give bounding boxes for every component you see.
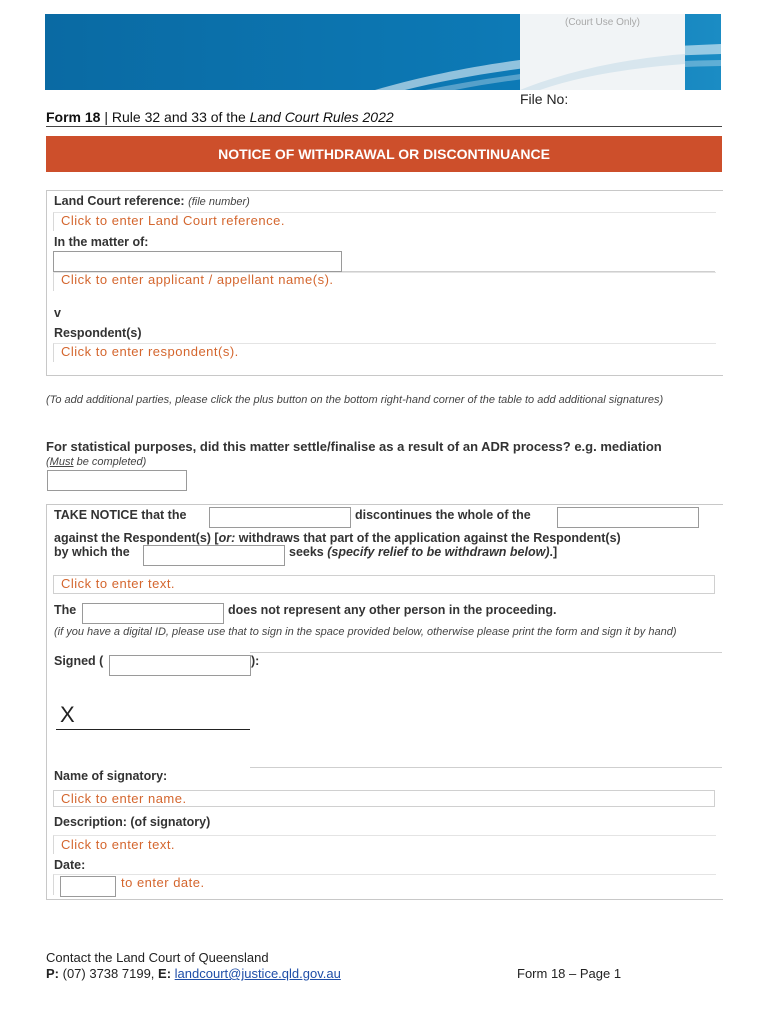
adr-answer-field[interactable] (47, 470, 187, 491)
must-word: Must (49, 456, 74, 468)
adr-question: For statistical purposes, did this matter settle/finalise as a result of an ADR process? e.g. mediation (46, 439, 662, 454)
specify-note: (specify relief to be withdrawn below) (327, 545, 550, 559)
phone-number: (07) 3738 7199, (59, 966, 159, 981)
additional-parties-note: (To add additional parties, please click the plus button on the bottom right-hand corner of the table to add additional signatures) (46, 394, 664, 406)
form-title (46, 109, 394, 125)
versus-label: v (54, 306, 61, 320)
digital-id-note: (if you have a digital ID, please use that to sign in the space provided below, otherwise please print the form and sign it by hand) (54, 626, 677, 638)
court-use-swoosh (520, 14, 685, 90)
representative-field[interactable] (82, 603, 224, 624)
title-rule (46, 126, 722, 127)
name-placeholder: Click to enter name. (61, 791, 187, 806)
matter-field[interactable] (53, 251, 342, 272)
description-label: Description: (of signatory) (54, 815, 211, 829)
not-represent-label: does not represent any other person in the proceeding. (228, 603, 557, 617)
take-notice-label: TAKE NOTICE that the (54, 508, 187, 522)
or-word: or: (218, 531, 236, 545)
applicant-role-field[interactable] (143, 545, 285, 566)
date-placeholder: to enter date. (121, 875, 205, 890)
relief-placeholder: Click to enter text. (61, 576, 176, 591)
file-no-label: File No: (520, 91, 569, 107)
description-placeholder: Click to enter text. (61, 837, 176, 852)
notice-title: NOTICE OF WITHDRAWAL OR DISCONTINUANCE (46, 136, 722, 172)
footer-phone-email (46, 966, 341, 981)
form-rule: | Rule 32 and 33 of the (100, 109, 250, 125)
signed-label: Signed ( (54, 654, 104, 668)
signed-divider (250, 652, 722, 653)
date-picker-field[interactable] (60, 876, 116, 897)
signed-capacity-field[interactable] (109, 655, 251, 676)
name-label: Name of signatory: (54, 769, 168, 783)
footer-contact: Contact the Land Court of Queensland (46, 950, 269, 965)
reference-hint: (file number) (188, 196, 250, 208)
seeks-label: seeks (specify relief to be withdrawn below).] (289, 545, 558, 559)
notice-line-2: against the Respondent(s) [or: withdraws that part of the application against the Respondent(s) (54, 531, 621, 545)
signature-line[interactable] (56, 729, 250, 730)
form-rules-title: Land Court Rules 2022 (249, 109, 394, 125)
footer-page-number: Form 18 – Page 1 (517, 966, 622, 981)
email-label: E: (158, 966, 172, 981)
reference-label: Land Court reference: (file number) (54, 194, 250, 208)
reference-placeholder: Click to enter Land Court reference. (61, 213, 285, 228)
phone-label: P: (46, 966, 59, 981)
matter-label: In the matter of: (54, 235, 149, 249)
respondent-label: Respondent(s) (54, 326, 142, 340)
signed-close: ): (251, 654, 260, 668)
signature-mark: X (60, 702, 75, 727)
matter-type-field[interactable] (557, 507, 699, 528)
court-use-box (520, 14, 685, 90)
discontinues-label: discontinues the whole of the (355, 508, 531, 522)
party-name-field[interactable] (209, 507, 351, 528)
form-number: Form 18 (46, 109, 101, 125)
the-label: The (54, 603, 77, 617)
email-link[interactable]: landcourt@justice.qld.gov.au (174, 966, 341, 981)
signature-divider (250, 767, 722, 768)
adr-must-note: (Must be completed) (46, 456, 147, 468)
court-use-label: (Court Use Only) (564, 17, 640, 28)
date-label: Date: (54, 858, 86, 872)
by-which-label: by which the (54, 545, 130, 559)
respondent-placeholder: Click to enter respondent(s). (61, 344, 239, 359)
applicant-placeholder: Click to enter applicant / appellant name(s). (61, 272, 334, 287)
